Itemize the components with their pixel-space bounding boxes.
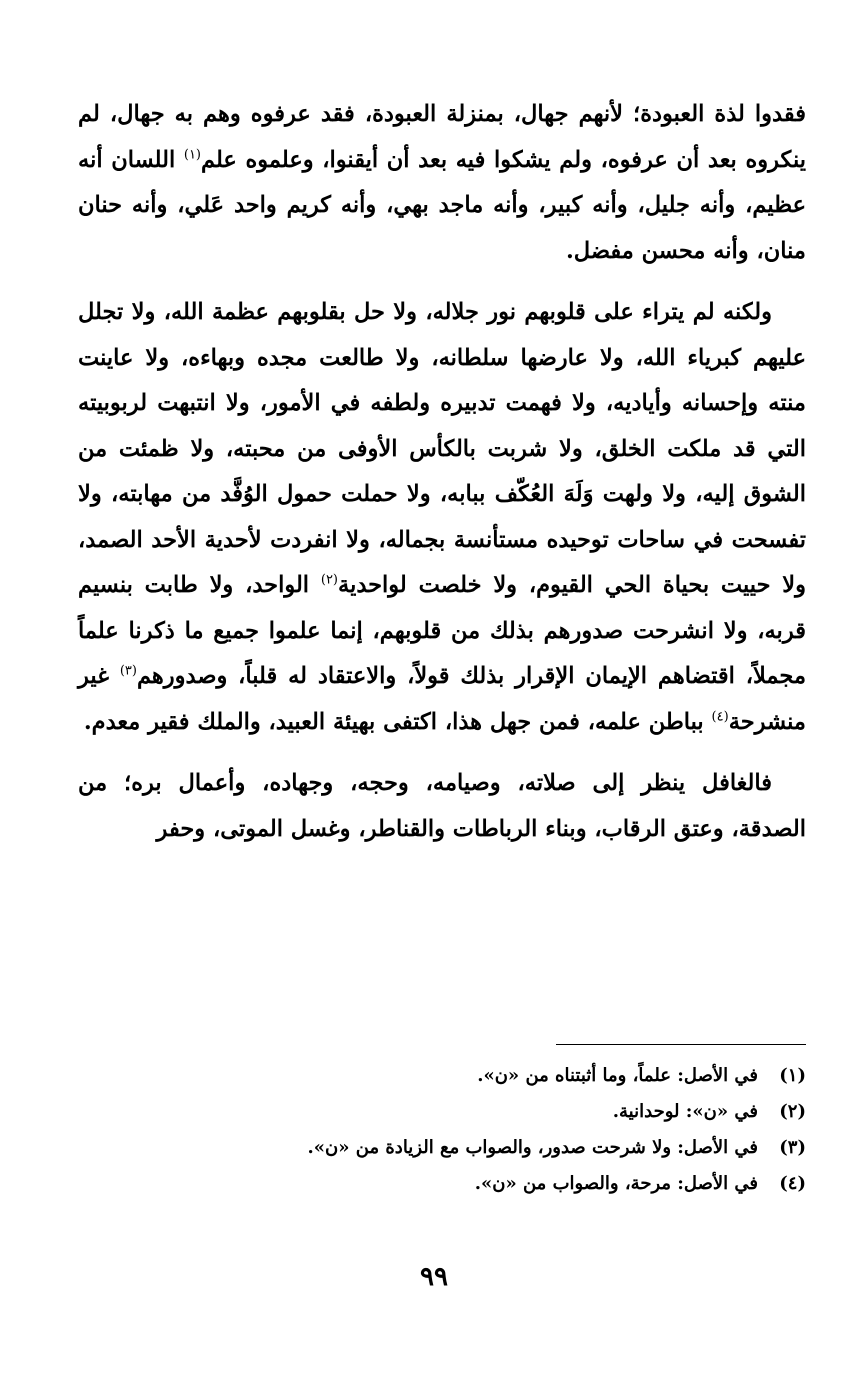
footnote-divider bbox=[556, 1044, 806, 1045]
footnote-1 bbox=[78, 1058, 806, 1094]
footnote-ref-2: (٢) bbox=[320, 572, 338, 588]
footnote-4 bbox=[78, 1166, 806, 1202]
footnote-number: (١) bbox=[779, 1065, 806, 1086]
paragraph-3: فالغافل ينظر إلى صلاته، وصيامه، وحجه، وجهاده، وأعمال بره؛ من الصدقة، وعتق الرقاب، وبناء الرباطات والقناطر، وغسل الموتى، وحفر bbox=[78, 770, 806, 842]
footnote-text: في «ن»: لوحدانية. bbox=[612, 1101, 758, 1122]
paragraph-2 bbox=[78, 290, 806, 745]
text-run: بباطن علمه، فمن جهل هذا، اكتفى بهيئة العبيد، والملك فقير معدم. bbox=[83, 708, 712, 735]
text-run: ولكنه لم يتراء على قلوبهم نور جلاله، ولا حل بقلوبهم عظمة الله، ولا تجلل عليهم كبرياء الله، ولا عارضها سلطانه، ولا طالعت مجده وبهاءه، ولا عاينت منته وإحسانه وأياديه، ولا فهمت تدبيره ولطفه في الأمور، ولا انتبهت لربوبيته التي قد ملكت الخلق، ولا شربت بالكأس الأوفى من محبته، ولا ظمئت من الشوق إليه، ولا ولهت وَلَهَ العُكّف ببابه، ولا حملت حمول الوُفَّد من مهابته، ولا تفسحت في ساحات توحيده مستأنسة بجماله، ولا انفردت لأحدية الأحد الصمد، ولا حييت بحياة الحي القيوم، ولا خلصت لواحدية bbox=[78, 299, 806, 598]
text-run: اللسان أنه عظيم، وأنه جليل، وأنه كبير، وأنه ماجد بهي، وأنه كريم واحد عَلي، وأنه حنان منان، وأنه محسن مفضل. bbox=[78, 146, 806, 264]
paragraph-1 bbox=[78, 92, 806, 274]
footnote-number: (٣) bbox=[779, 1137, 806, 1158]
footnote-number: (٢) bbox=[779, 1101, 806, 1122]
page-number: ٩٩ bbox=[420, 1262, 448, 1292]
footnote-text: في الأصل: مرحة، والصواب من «ن». bbox=[474, 1173, 758, 1194]
footnote-ref-1: (١) bbox=[183, 147, 201, 162]
footnote-2 bbox=[78, 1094, 806, 1130]
footnote-3 bbox=[78, 1130, 806, 1166]
footnote-text: في الأصل: علماً، وما أثبتناه من «ن». bbox=[477, 1065, 758, 1086]
footnote-ref-4: (٤) bbox=[711, 709, 729, 724]
footnote-ref-3: (٣) bbox=[119, 663, 137, 679]
text-run: فقدوا لذة العبودة؛ لأنهم جهال، بمنزلة العبودة، فقد عرفوه وهم به جهال، لم ينكروه بعد أن عرفوه، ولم يشكوا فيه بعد أن أيقنوا، وعلموه علم bbox=[78, 101, 806, 173]
footnotes bbox=[78, 1058, 806, 1202]
footnote-text: في الأصل: ولا شرحت صدور، والصواب مع الزيادة من «ن». bbox=[307, 1137, 758, 1158]
main-text bbox=[78, 92, 806, 868]
text-run: الواحد، ولا طابت بنسيم قربه، ولا انشرحت صدورهم بذلك من قلوبهم، إنما علموا جميع ما ذكرنا علماً مجملاً، اقتضاهم الإيمان الإقرار بذلك قولاً، والاعتقاد له قلباً، وصدورهم bbox=[78, 572, 806, 689]
text-run: غير منشرحة bbox=[78, 663, 806, 735]
footnote-number: (٤) bbox=[779, 1173, 806, 1194]
